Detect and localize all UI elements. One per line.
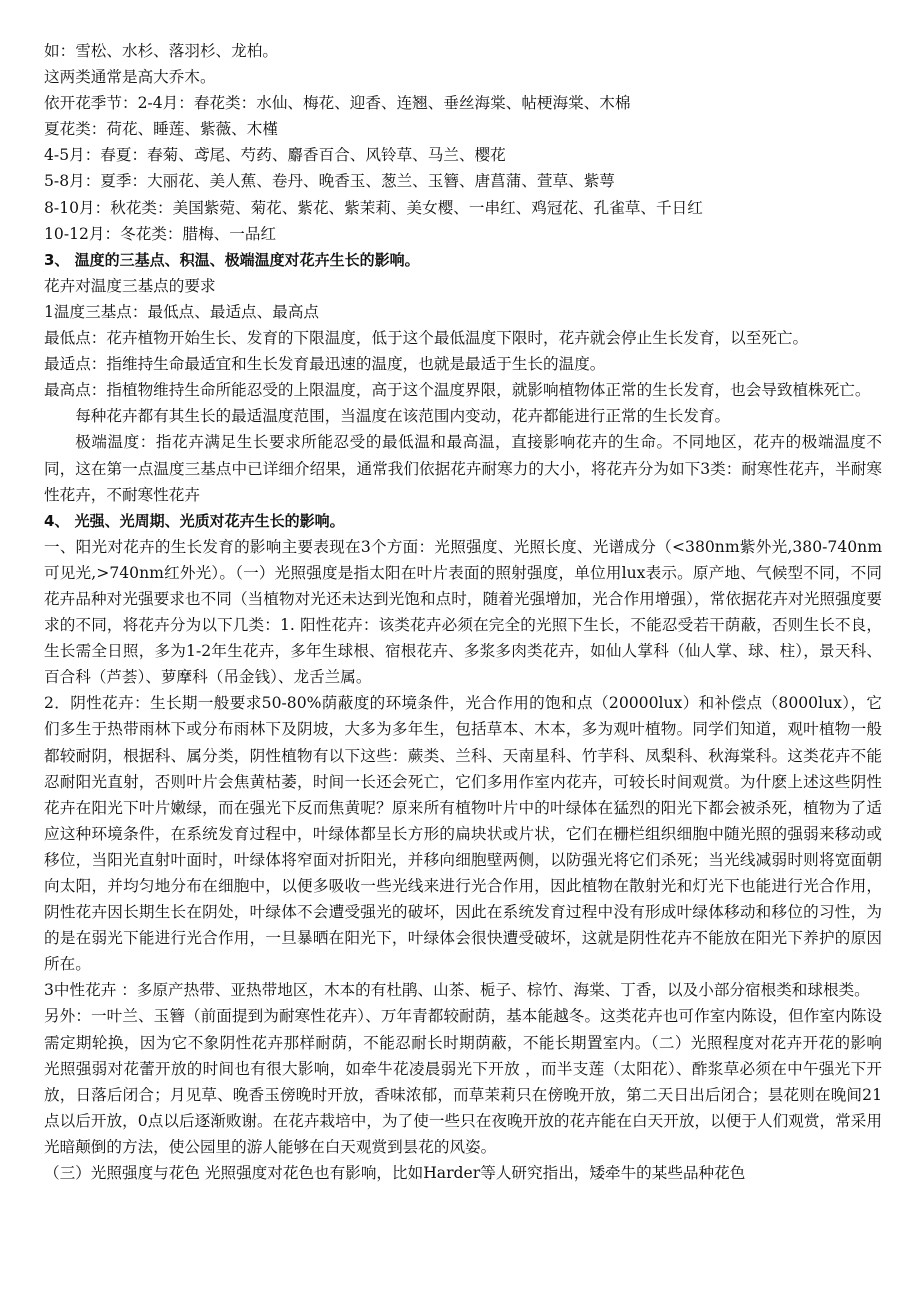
paragraph-maximum-point: 最高点：指植物维持生命所能忍受的上限温度，高于这个温度界限，就影响植物体正常的生长发育，也会导致植株死亡。 <box>44 381 871 400</box>
paragraph-shade-plants: 2．阴性花卉：生长期一般要求50-80%荫蔽度的环境条件，光合作用的饱和点（20000lux）和补偿点（8000lux），它们多生于热带雨林下或分布雨林下及阴坡，大多为多年生，包括草本、木本，多为观叶植物。同学们知道，观叶植物一般都较耐阴，根据科、属分类，阴性植物有以下这些：蕨类、兰科、天南星科、竹芋科、凤梨科、秋海棠科。这类花卉不能忍耐阳光直射，否则叶片会焦黄枯萎，时间一长还会死亡，它们多用作室内花卉，可较长时间观赏。为什麽上述这些阴性花卉在阳光下叶片嫩绿，而在强光下反而焦黄呢？原来所有植物叶片中的叶绿体在猛烈的阳光下都会被杀死，植物为了适应这种环境条件，在系统发育过程中，叶绿体都呈长方形的扁块状或片状，它们在栅栏组织细胞中随光照的强弱来移动或移位，当阳光直射叶面时，叶绿体将窄面对折阳光，并移向细胞壁两侧，以防强光将它们杀死；当光线减弱时则将宽面朝向太阳，并均匀地分布在细胞中，以便多吸收一些光线来进行光合作用，因此植物在散射光和灯光下也能进行光合作用，阴性花卉因长期生长在阴处，叶绿体不会遭受强光的破坏，因此在系统发育过程中没有形成叶绿体移动和移位的习性，为的是在弱光下能进行光合作用，一旦暴晒在阳光下，叶绿体会很快遭受破坏，这就是阴性花卉不能放在阳光下养护的原因所在。 <box>44 694 882 974</box>
paragraph-neutral-plants: 3中性花卉 ：多原产热带、亚热带地区，木本的有杜鹃、山茶、栀子、棕竹、海棠、丁香，以及小部分宿根类和球根类。 <box>44 981 870 1000</box>
paragraph-extreme-temperature: 极端温度：指花卉满足生长要求所能忍受的最低温和最高温，直接影响花卉的生命。不同地区，花卉的极端温度不同，这在第一点温度三基点中已详细介绍果，通常我们依据花卉耐寒力的大小，将花卉分为如下3类：耐寒性花卉，半耐寒性花卉，不耐寒性花卉 <box>44 433 882 504</box>
paragraph-april-may: 4-5月：春夏：春菊、鸢尾、芍药、麝香百合、风铃草、马兰、樱花 <box>44 146 506 165</box>
paragraph-tall-trees: 这两类通常是高大乔木。 <box>44 68 216 87</box>
paragraph-example-conifers: 如：雪松、水杉、落羽杉、龙柏。 <box>44 42 278 60</box>
paragraph-minimum-point: 最低点：花卉植物开始生长、发育的下限温度，低于这个最低温度下限时，花卉就会停止生长发育，以至死亡。 <box>44 329 809 348</box>
paragraph-optimum-point: 最适点：指维持生命最适宜和生长发育最迅速的温度，也就是最适于生长的温度。 <box>44 355 606 374</box>
paragraph-august-october: 8-10月：秋花类：美国紫菀、菊花、紫花、紫茉莉、美女樱、一串红、鸡冠花、孔雀草、千日红 <box>44 198 703 217</box>
paragraph-october-december: 10-12月：冬花类：腊梅、一品红 <box>44 224 277 243</box>
paragraph-spring-flowers: 依开花季节：2-4月：春花类：水仙、梅花、迎香、连翘、垂丝海棠、帖梗海棠、木棉 <box>44 94 631 113</box>
paragraph-three-points: 1温度三基点：最低点、最适点、最高点 <box>44 302 320 321</box>
paragraph-summer-flowers: 夏花类：荷花、睡莲、紫薇、木槿 <box>44 120 278 139</box>
paragraph-others-flowering: 另外：一叶兰、玉簪（前面提到为耐寒性花卉）、万年青都较耐荫，基本能越冬。这类花卉也可作室内陈设，但作室内陈设需定期轮换，因为它不象阴性花卉那样耐荫，不能忍耐长时期荫蔽，不能长期置室内。（二）光照程度对花卉开花的影响 光照强弱对花蕾开放的时间也有很大影响，如牵牛花凌晨弱光下开放 ，而半支莲（太阳花）、酢浆草必须在中午强光下开放，日落后闭合；月见草、晚香玉傍晚时开放，香味浓郁，而草茉莉只在傍晚开放，第二天日出后闭合；昙花则在晚间21点以后开放，0点以后逐渐败谢。在花卉栽培中，为了使一些只在夜晚开放的花卉能在白天开放，以便于人们观赏，常采用光暗颠倒的方法，使公园里的游人能够在白天观赏到昙花的风姿。 <box>44 1007 882 1156</box>
paragraph-light-effects: 一、阳光对花卉的生长发育的影响主要表现在3个方面：光照强度、光照长度、光谱成分（<380nm紫外光,380-740nm可见光,>740nm红外光）。（一）光照强度是指太阳在叶片表面的照射强度，单位用lux表示。原产地、气候型不同，不同花卉品种对光强要求也不同（当植物对光还未达到光饱和点时，随着光强增加，光合作用增强），常依据花卉对光照强度要求的不同，将花卉分为以下几类：1. 阳性花卉：该类花卉必须在完全的光照下生长，不能忍受若干荫蔽，否则生长不良，生长需全日照，多为1-2年生花卉，多年生球根、宿根花卉、多浆多肉类花卉，如仙人掌科（仙人掌、球、柱），景天科、百合科（芦荟）、萝摩科（吊金钱）、龙舌兰属。 <box>44 537 882 687</box>
section-heading-temperature: 3、 温度的三基点、积温、极端温度对花卉生长的影响。 <box>44 250 420 269</box>
document-page <box>44 38 882 1186</box>
section-heading-light: 4、 光强、光周期、光质对花卉生长的影响。 <box>44 511 345 530</box>
paragraph-optimum-range: 每种花卉都有其生长的最适温度范围，当温度在该范围内变动，花卉都能进行正常的生长发育。 <box>75 407 731 426</box>
paragraph-may-august: 5-8月：夏季：大丽花、美人蕉、卷丹、晚香玉、葱兰、玉簪、唐菖蒲、萱草、紫萼 <box>44 172 615 191</box>
paragraph-light-and-color: （三）光照强度与花色 光照强度对花色也有影响，比如Harder等人研究指出，矮牵牛的某些品种花色 <box>44 1164 746 1183</box>
paragraph-temperature-requirements: 花卉对温度三基点的要求 <box>44 276 216 295</box>
